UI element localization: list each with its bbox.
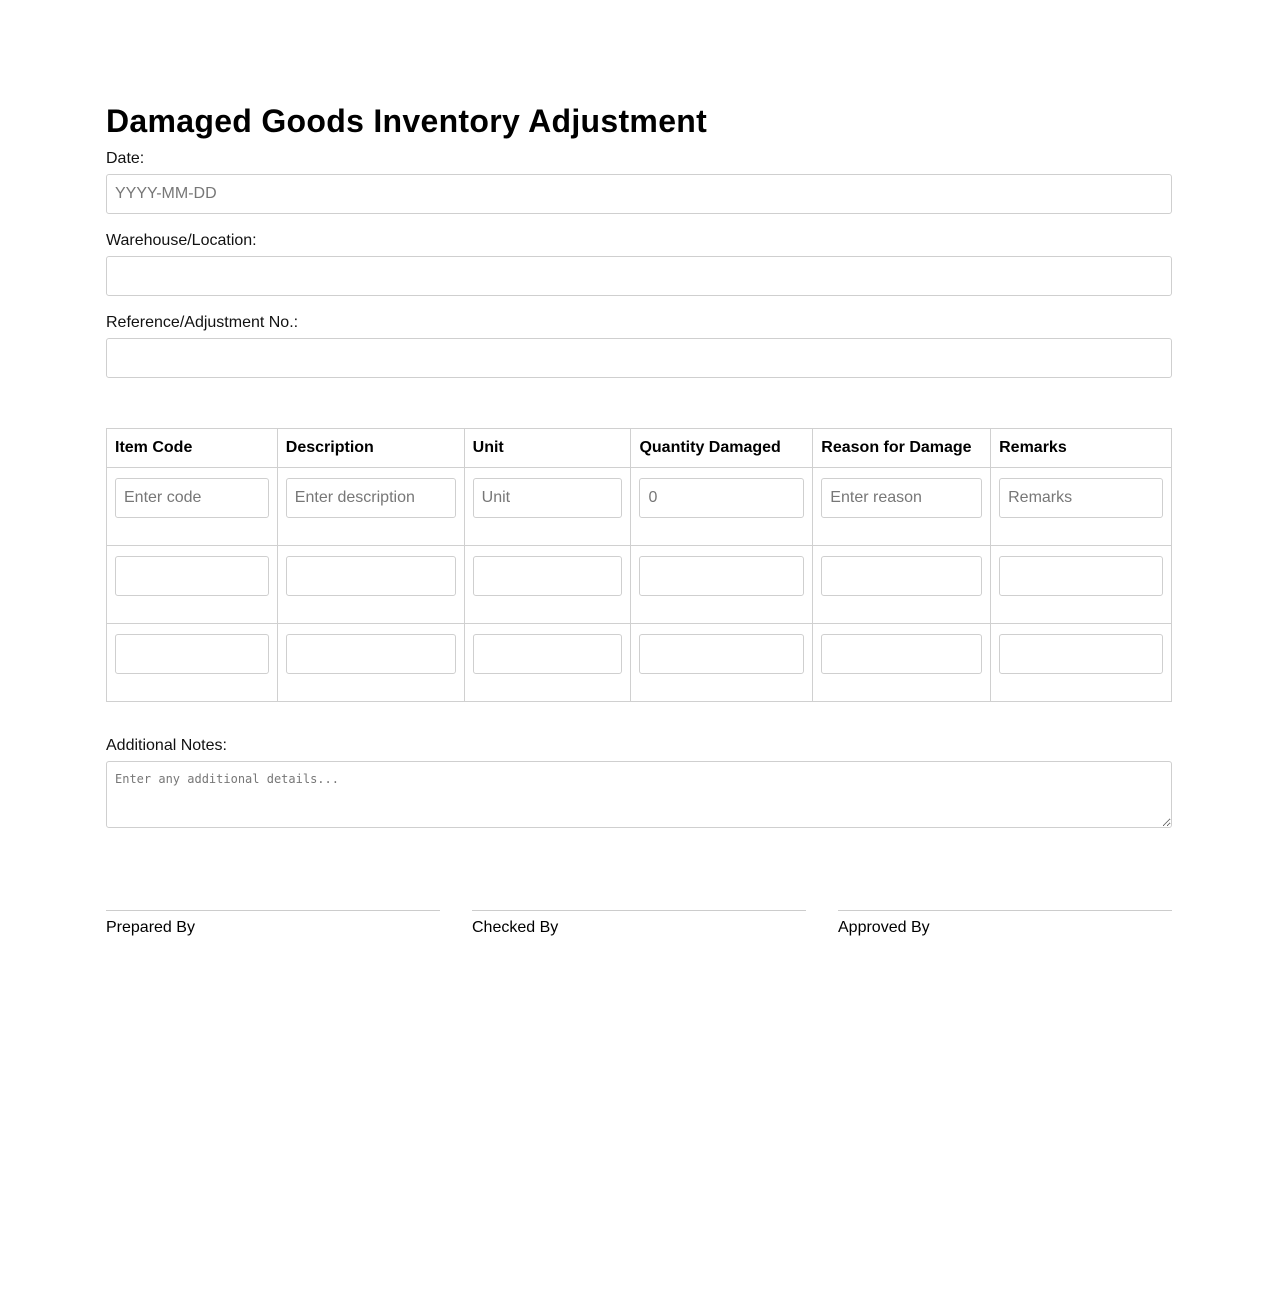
reference-label: Reference/Adjustment No.: [106,314,299,331]
reference-input[interactable] [106,338,1172,378]
header-quantity-damaged: Quantity Damaged [631,429,813,468]
header-item-code: Item Code [107,429,278,468]
warehouse-input[interactable] [106,256,1172,296]
description-input[interactable] [286,634,456,674]
quantity-input[interactable] [639,478,804,518]
date-label: Date: [106,150,145,167]
header-description: Description [277,429,464,468]
header-reason: Reason for Damage [813,429,991,468]
remarks-input[interactable] [999,556,1163,596]
remarks-input[interactable] [999,478,1163,518]
reason-input[interactable] [821,556,982,596]
remarks-input[interactable] [999,634,1163,674]
quantity-input[interactable] [639,556,804,596]
table-row [107,468,1172,546]
signature-prepared-by: Prepared By [106,910,440,937]
quantity-input[interactable] [639,634,804,674]
description-input[interactable] [286,478,456,518]
table-row [107,624,1172,702]
date-input[interactable] [106,174,1172,214]
signature-approved-by: Approved By [838,910,1172,937]
table-header-row [107,429,1172,468]
page-title: Damaged Goods Inventory Adjustment [106,103,708,139]
item-code-input[interactable] [115,478,269,518]
unit-input[interactable] [473,478,623,518]
warehouse-label: Warehouse/Location: [106,232,257,249]
reason-input[interactable] [821,478,982,518]
notes-label: Additional Notes: [106,737,227,754]
unit-input[interactable] [473,634,623,674]
notes-textarea[interactable] [106,761,1172,828]
header-unit: Unit [464,429,631,468]
item-code-input[interactable] [115,634,269,674]
signature-checked-by: Checked By [472,910,806,937]
unit-input[interactable] [473,556,623,596]
reason-input[interactable] [821,634,982,674]
items-table [106,428,1172,702]
table-row [107,546,1172,624]
item-code-input[interactable] [115,556,269,596]
header-remarks: Remarks [991,429,1172,468]
description-input[interactable] [286,556,456,596]
